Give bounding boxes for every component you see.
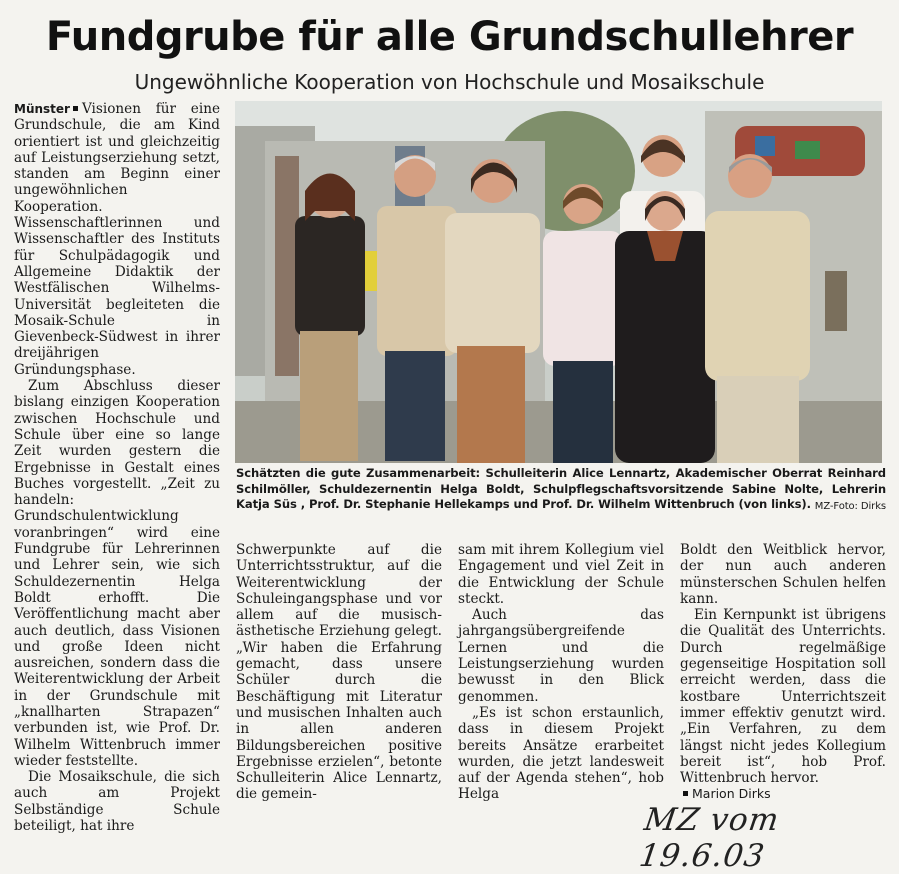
photo-credit: MZ-Foto: Dirks [814,501,886,512]
caption-text: Schätzten die gute Zusammenarbeit: Schulleiterin Alice Lennartz, Akademischer Oberrat Reinhard Schilmöller, Schuldezernentin Helga Boldt, Schulpflegschaftsvorsitzende Sabine Nolte, Lehrerin Katja Süs , Prof. Dr. Stephanie Hellekamps und Prof. Dr. Wilhelm Wittenbruch (von links). [236,466,886,511]
article-column-2 [236,542,442,803]
paragraph: Schwerpunkte auf die Unterrichtsstruktur, auf die Weiterentwicklung der Schuleingangsphase und vor allem auf die musisch-ästhetische Erziehung gelegt. „Wir haben die Erfahrung gemacht, dass unsere Schüler durch die Beschäftigung mit Literatur und musischen Inhalten auch in allen anderen Bildungsbereichen positive Ergebnisse erzielen“, betonte Schulleiterin Alice Lennartz, die gemein- [236,542,442,803]
bullet-icon [73,106,78,111]
group-photo [235,101,882,463]
group-photo-illustration [235,101,882,463]
handwritten-date-note: MZ vom 19.6.03 [636,802,782,874]
paragraph: „Es ist schon erstaunlich, dass in diesem Projekt bereits Ansätze erarbeitet wurden, die jetzt landesweit auf der Agenda stehen“, hob Helga [458,704,664,803]
paragraph: Auch das jahrgangsübergreifende Lernen und die Leistungserziehung wurden bewusst in den Blick genommen. [458,607,664,705]
paragraph: Ein Kernpunkt ist übrigens die Qualität des Unterrichts. Durch regelmäßige gegenseitige Hospitation soll erreicht werden, dass die kostbare Unterrichtszeit immer effektiv genutzt wird. „Ein Verfahren, zu dem längst nicht jedes Kollegium bereit ist“, hob Prof. Wittenbruch hervor. [680,607,886,787]
article-column-4 [680,542,886,803]
dateline: Münster [14,102,70,116]
article-column-3 [458,542,664,803]
photo-caption [236,466,886,515]
paragraph: Boldt den Weitblick hervor, der nun auch anderen münsterschen Schulen helfen kann. [680,542,886,607]
article-column-1 [14,101,220,834]
paragraph: Zum Abschluss dieser bislang einzigen Kooperation zwischen Hochschule und Schule über eine so lange Zeit wurden gestern die Ergebnisse in Gestalt eines Buches vorgestellt. „Zeit zu handeln: Grundschulentwicklung voranbringen“ wird eine Fundgrube für Lehrerinnen und Lehrer sein, wie sich Schuldezernentin Helga Boldt erhofft. Die Veröffentlichung macht aber auch deutlich, dass Visionen und große Ideen nicht ausreichen, sondern dass die Weiterentwicklung der Arbeit in der Grundschule mit „knallharten Strapazen“ verbunden ist, wie Prof. Dr. Wilhelm Wittenbruch immer wieder feststellte. [14,378,220,769]
paragraph [14,101,220,378]
paragraph-text: Visionen für eine Grundschule, die am Kind orientiert ist und gleichzeitig auf Leistungserziehung setzt, standen am Beginn einer ungewöhnlichen Kooperation. Wissenschaftlerinnen und Wissenschaftler des Instituts für Schulpädagogik und Allgemeine Didaktik der Westfälischen Wilhelms-Universität begleiteten die Mosaik-Schule in Gievenbeck-Südwest in ihrer dreijährigen Gründungsphase. [14,101,220,378]
subheadline: Ungewöhnliche Kooperation von Hochschule und Mosaikschule [134,70,765,94]
paragraph: sam mit ihrem Kollegium viel Engagement und viel Zeit in die Entwicklung der Schule steckt. [458,542,664,607]
headline: Fundgrube für alle Grundschullehrer [45,14,854,60]
bullet-icon [683,791,688,796]
author-name: Marion Dirks [692,786,771,802]
author-line [680,786,886,802]
paragraph: Die Mosaikschule, die sich auch am Projekt Selbständige Schule beteiligt, hat ihre [14,769,220,835]
